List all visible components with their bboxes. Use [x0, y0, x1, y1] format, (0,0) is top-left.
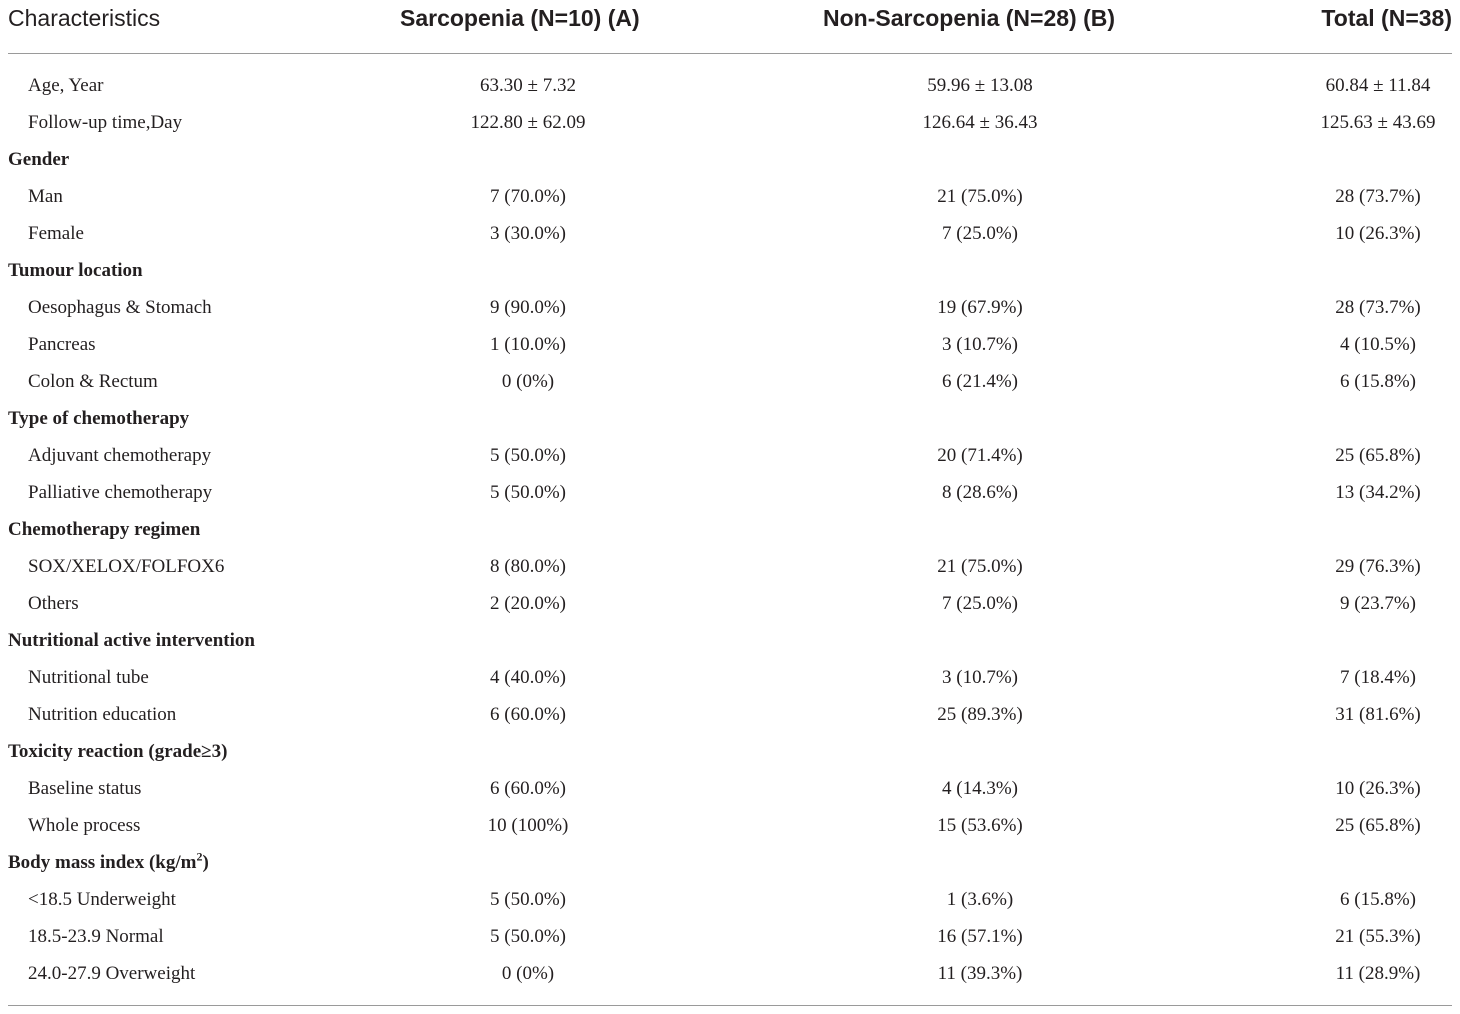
cell-non-sarcopenia: 21 (75.0%) [937, 556, 1023, 577]
cell-total: 11 (28.9%) [1335, 963, 1421, 984]
row-label [8, 511, 200, 548]
cell-total: 13 (34.2%) [1335, 482, 1421, 503]
cell-sarcopenia: 5 (50.0%) [490, 926, 566, 947]
row-label-text: 18.5-23.9 Normal [28, 926, 164, 947]
row-label-text: Man [28, 186, 63, 207]
cell-sarcopenia: 63.30 ± 7.32 [480, 75, 576, 96]
cell-non-sarcopenia: 8 (28.6%) [942, 482, 1018, 503]
cell-sarcopenia: 5 (50.0%) [490, 889, 566, 910]
section-header-row [8, 400, 1452, 437]
row-label [28, 363, 158, 400]
cell-total: 21 (55.3%) [1335, 926, 1421, 947]
row-label [28, 289, 212, 326]
table-row [8, 363, 1452, 400]
cell-non-sarcopenia: 3 (10.7%) [942, 667, 1018, 688]
table-row [8, 215, 1452, 252]
row-label-text: Adjuvant chemotherapy [28, 445, 212, 466]
cell-non-sarcopenia: 6 (21.4%) [942, 371, 1018, 392]
cell-non-sarcopenia: 3 (10.7%) [942, 334, 1018, 355]
cell-total: 6 (15.8%) [1340, 371, 1416, 392]
cell-total: 4 (10.5%) [1340, 334, 1416, 355]
cell-non-sarcopenia: 7 (25.0%) [942, 593, 1018, 614]
row-label-text: Nutrition education [28, 704, 177, 725]
cell-total: 60.84 ± 11.84 [1325, 75, 1431, 96]
row-label-text: Body mass index (kg/m [8, 852, 197, 873]
row-label [28, 881, 176, 918]
section-header-row [8, 511, 1452, 548]
table-row [8, 104, 1452, 141]
section-header-row [8, 733, 1452, 770]
table-row [8, 437, 1452, 474]
cell-total: 125.63 ± 43.69 [1320, 112, 1436, 133]
row-label [8, 733, 227, 770]
cell-sarcopenia: 0 (0%) [501, 963, 555, 984]
cell-sarcopenia: 10 (100%) [487, 815, 569, 836]
table-row [8, 659, 1452, 696]
cell-total: 28 (73.7%) [1335, 186, 1421, 207]
cell-total: 7 (18.4%) [1340, 667, 1416, 688]
cell-sarcopenia: 0 (0%) [501, 371, 555, 392]
row-label-text: Gender [8, 149, 70, 170]
table-row [8, 881, 1452, 918]
row-label [28, 659, 149, 696]
cell-non-sarcopenia: 59.96 ± 13.08 [927, 75, 1033, 96]
table-row [8, 770, 1452, 807]
row-label [28, 918, 164, 955]
characteristics-table [8, 0, 1452, 984]
cell-total: 10 (26.3%) [1335, 223, 1421, 244]
table-row [8, 807, 1452, 844]
row-label-text: Nutritional tube [28, 667, 149, 688]
row-label [28, 67, 103, 104]
cell-non-sarcopenia: 19 (67.9%) [937, 297, 1023, 318]
row-label [28, 178, 63, 215]
cell-total: 25 (65.8%) [1335, 445, 1421, 466]
row-label-text: Age, Year [28, 75, 104, 96]
table-row [8, 178, 1452, 215]
row-label-text: Toxicity reaction (grade≥3) [8, 741, 228, 762]
cell-total: 28 (73.7%) [1335, 297, 1421, 318]
row-label [28, 437, 211, 474]
row-label-text: Colon & Rectum [28, 371, 158, 392]
cell-sarcopenia: 4 (40.0%) [490, 667, 566, 688]
header-total: Total (N=38) [1321, 5, 1452, 31]
row-label [28, 474, 212, 511]
row-label [28, 696, 176, 733]
cell-non-sarcopenia: 1 (3.6%) [946, 889, 1014, 910]
header-sarcopenia: Sarcopenia (N=10) (A) [400, 5, 640, 31]
cell-total: 29 (76.3%) [1335, 556, 1421, 577]
cell-non-sarcopenia: 7 (25.0%) [942, 223, 1018, 244]
row-label-text: Nutritional active intervention [8, 630, 255, 651]
cell-sarcopenia: 7 (70.0%) [490, 186, 566, 207]
row-label-text: Palliative chemotherapy [28, 482, 213, 503]
row-label [8, 400, 189, 437]
row-label [28, 104, 182, 141]
row-label-suffix: ) [202, 852, 209, 873]
row-label-text: 24.0-27.9 Overweight [28, 963, 196, 984]
table-row [8, 955, 1452, 992]
cell-non-sarcopenia: 11 (39.3%) [937, 963, 1023, 984]
row-label-text: <18.5 Underweight [28, 889, 176, 910]
row-label-text: Baseline status [28, 778, 142, 799]
cell-sarcopenia: 5 (50.0%) [490, 482, 566, 503]
table-row [8, 326, 1452, 363]
row-label [28, 585, 79, 622]
cell-sarcopenia: 9 (90.0%) [490, 297, 566, 318]
section-header-row [8, 252, 1452, 289]
cell-total: 9 (23.7%) [1340, 593, 1416, 614]
section-header-row [8, 141, 1452, 178]
row-label-text: Oesophagus & Stomach [28, 297, 212, 318]
row-label-text: SOX/XELOX/FOLFOX6 [28, 556, 225, 577]
row-label [8, 622, 255, 659]
row-label-text: Type of chemotherapy [8, 408, 190, 429]
cell-non-sarcopenia: 25 (89.3%) [937, 704, 1023, 725]
table-row [8, 67, 1452, 104]
cell-non-sarcopenia: 16 (57.1%) [937, 926, 1023, 947]
cell-sarcopenia: 5 (50.0%) [490, 445, 566, 466]
cell-non-sarcopenia: 15 (53.6%) [937, 815, 1023, 836]
row-label-text: Others [28, 593, 79, 614]
row-label [28, 215, 84, 252]
cell-non-sarcopenia: 4 (14.3%) [942, 778, 1018, 799]
row-label-text: Pancreas [28, 334, 96, 355]
row-label-text: Chemotherapy regimen [8, 519, 201, 540]
cell-total: 10 (26.3%) [1335, 778, 1421, 799]
cell-non-sarcopenia: 20 (71.4%) [937, 445, 1023, 466]
section-header-row [8, 844, 1452, 881]
row-label [8, 252, 143, 289]
header-non-sarcopenia: Non-Sarcopenia (N=28) (B) [823, 5, 1116, 31]
row-label [8, 141, 69, 178]
row-label [28, 807, 140, 844]
table-bottom-divider [8, 1005, 1452, 1006]
row-label-text: Follow-up time,Day [28, 112, 183, 133]
row-label-superscript: 2 [196, 849, 203, 864]
table-row [8, 289, 1452, 326]
cell-sarcopenia: 2 (20.0%) [490, 593, 566, 614]
row-label [8, 844, 209, 881]
table-row [8, 474, 1452, 511]
cell-sarcopenia: 122.80 ± 62.09 [470, 112, 586, 133]
table-row [8, 696, 1452, 733]
row-label [28, 770, 141, 807]
table-body [8, 67, 1452, 992]
table-row [8, 918, 1452, 955]
header-characteristics: Characteristics [8, 5, 161, 31]
cell-sarcopenia: 1 (10.0%) [490, 334, 566, 355]
cell-non-sarcopenia: 126.64 ± 36.43 [922, 112, 1038, 133]
table-row [8, 585, 1452, 622]
row-label [28, 955, 195, 992]
cell-non-sarcopenia: 21 (75.0%) [937, 186, 1023, 207]
cell-sarcopenia: 6 (60.0%) [490, 778, 566, 799]
cell-total: 25 (65.8%) [1335, 815, 1421, 836]
cell-total: 31 (81.6%) [1335, 704, 1421, 725]
row-label-text: Whole process [28, 815, 141, 836]
cell-sarcopenia: 6 (60.0%) [490, 704, 566, 725]
cell-sarcopenia: 3 (30.0%) [490, 223, 566, 244]
cell-total: 6 (15.8%) [1340, 889, 1416, 910]
row-label [28, 326, 96, 363]
header-divider [8, 53, 1452, 54]
row-label [28, 548, 224, 585]
cell-sarcopenia: 8 (80.0%) [490, 556, 566, 577]
row-label-text: Tumour location [8, 260, 143, 281]
table-row [8, 548, 1452, 585]
table-header [8, 0, 1452, 38]
row-label-text: Female [28, 223, 84, 244]
section-header-row [8, 622, 1452, 659]
